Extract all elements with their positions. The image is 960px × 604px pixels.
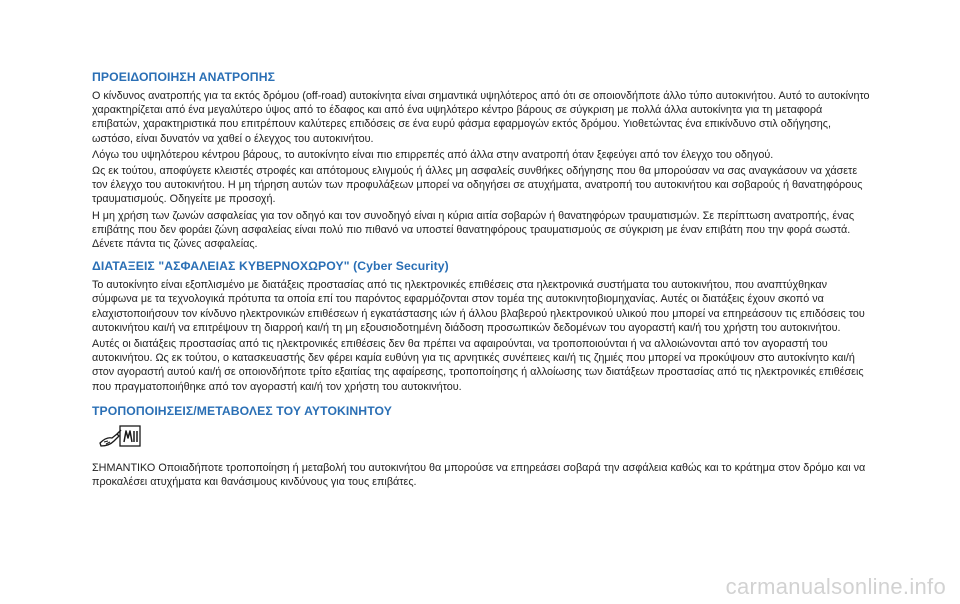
hand-writing-note-icon xyxy=(98,423,142,449)
heading-rollover-warning: ΠΡΟΕΙΔΟΠΟΙΗΣΗ ΑΝΑΤΡΟΠΗΣ xyxy=(92,70,276,84)
watermark: carmanualsonline.info xyxy=(725,574,946,599)
paragraph-rollover-2: Λόγω του υψηλότερου κέντρου βάρους, το αυτοκίνητο είναι πιο επιρρεπές από άλλα στην ανατροπή όταν ξεφεύγει από τον έλεγχο του οδηγού. xyxy=(92,148,774,161)
paragraph-rollover-1: Ο κίνδυνος ανατροπής για τα εκτός δρόμου (off-road) αυτοκίνητα είναι σημαντικά υψηλότερος από ότι σε οποιονδήποτε άλλο τύπο αυτοκινήτου. Αυτό το αυτοκίνητο χαρακτηρίζεται από ένα μεγαλύτερο ύψος από το έδαφος και από ένα υψηλότερο κέντρο βάρους σε σύγκριση με πολλά άλλα αυτοκίνητα για τη μεταφορά επιβατών, χαρακτηριστικά που επιτρέπουν καλύτερες επιδόσεις σε ένα ευρύ φάσμα εφαρμογών εκτός δρόμου. Υιοθετώντας ένα επικίνδυνο στιλ οδήγησης, ωστόσο, είναι δυνατόν να χαθεί ο έλεγχος του αυτοκινήτου. xyxy=(92,90,870,145)
paragraph-cyber-1: Το αυτοκίνητο είναι εξοπλισμένο με διατάξεις προστασίας από τις ηλεκτρονικές επιθέσεις στα ηλεκτρονικά συστήματα του αυτοκινήτου, που αναπτύχθηκαν σύμφωνα με τα τεχνολογικά πρότυπα τα οποία επί του παρόντος εφαρμόζονται στον τομέα της αυτοκινητοβιομηχανίας. Αυτές οι διατάξεις έχουν σκοπό να ελαχιστοποιήσουν τον κίνδυνο ηλεκτρονικών επιθέσεων ή εγκατάστασης ιών ή άλλου βλαβερού ηλεκτρονικού υλικού που μπορεί να επηρεάσουν τις επιδόσεις του αυτοκινήτου και/ή να επιτρέψουν τη διαρροή και/ή τη μη εξουσιοδοτημένη διάδοση προσωπικών δεδομένων του αγοραστή και/ή του χρήστη του αυτοκινήτου. xyxy=(92,279,865,334)
paragraph-cyber-2: Αυτές οι διατάξεις προστασίας από τις ηλεκτρονικές επιθέσεις δεν θα πρέπει να αφαιρούνται, να τροποποιούνται ή να αλλοιώνονται από τον αγοραστή του αυτοκινήτου. Ως εκ τούτου, ο κατασκευαστής δεν φέρει καμία ευθύνη για τις αρνητικές συνέπειες και/ή τις ζημιές που μπορεί να προκύψουν στο αυτοκίνητο και/ή στον αγοραστή αυτού και/ή σε οποιονδήποτε τρίτο εξαιτίας της αφαίρεσης, τροποποίησης ή αλλοίωσης των διατάξεων προστασίας από τις ηλεκτρονικές επιθέσεις που πραγματοποιήθηκε από τον αγοραστή και/ή τον χρήστη του αυτοκινήτου. xyxy=(92,338,864,393)
heading-cyber-security: ΔΙΑΤΑΞΕΙΣ "ΑΣΦΑΛΕΙΑΣ ΚΥΒΕΡΝΟΧΩΡΟΥ" (Cyber Security) xyxy=(92,259,449,274)
paragraph-modifications-note: ΣΗΜΑΝΤΙΚΟ Οποιαδήποτε τροποποίηση ή μεταβολή του αυτοκινήτου θα μπορούσε να επηρεάσει σοβαρά την ασφάλεια καθώς και το κράτημα στον δρόμο και να προκαλέσει ατυχήματα και θανάσιμους κινδύνους για τους επιβάτες. xyxy=(92,461,866,489)
paragraph-rollover-3: Ως εκ τούτου, αποφύγετε κλειστές στροφές και απότομους ελιγμούς ή άλλες μη ασφαλείς συνθήκες οδήγησης που θα μπορούσαν να σας αναγκάσουν να χάσετε τον έλεγχο του αυτοκινήτου. Η μη τήρηση αυτών των προφυλάξεων μπορεί να οδηγήσει σε ατυχήματα, ανατροπή του αυτοκινήτου και σοβαρούς ή θανατηφόρους τραυματισμούς. Οδηγείτε με προσοχή. xyxy=(92,165,863,206)
page-content xyxy=(92,70,872,491)
paragraph-rollover-4: Η μη χρήση των ζωνών ασφαλείας για τον οδηγό και τον συνοδηγό είναι η κύρια αιτία σοβαρών ή θανατηφόρων τραυματισμών. Σε περίπτωση ανατροπής, ένας επιβάτης που δεν φοράει ζώνη ασφαλείας είναι πολύ πιο πιθανό να υποστεί θανατηφόρους τραυματισμούς σε σύγκριση με έναν επιβάτη που την φορά σωστά. Δένετε πάντα τις ζώνες ασφαλείας. xyxy=(92,209,855,251)
heading-vehicle-modifications: ΤΡΟΠΟΠΟΙΗΣΕΙΣ/ΜΕΤΑΒΟΛΕΣ ΤΟΥ ΑΥΤΟΚΙΝΗΤΟΥ xyxy=(92,403,393,418)
